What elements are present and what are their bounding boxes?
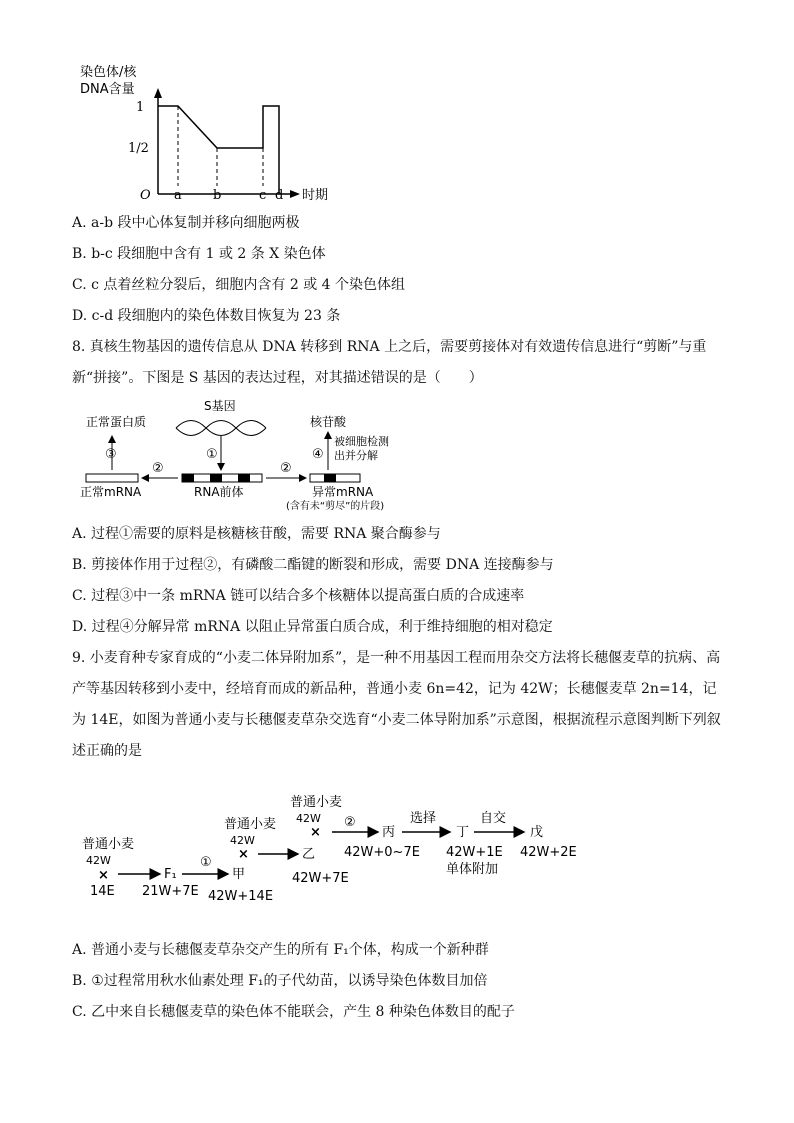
e14-label: 14E [90, 884, 115, 899]
nucleotide-label: 核苷酸 [310, 415, 347, 429]
wheat1-genome: 42W [86, 854, 111, 867]
step1-circle: ① [200, 855, 212, 870]
x-tick-b: b [213, 188, 222, 203]
content-curve [158, 106, 279, 194]
x-axis-arrow [290, 190, 300, 198]
selfing-label: 自交 [480, 811, 507, 826]
cross-2: × [238, 847, 249, 862]
y-tick-half: 1/2 [128, 141, 149, 156]
abnormal-mrna-label: 异常mRNA [312, 485, 374, 499]
rna-precursor-label: RNA前体 [194, 485, 244, 499]
s-gene-expression-diagram [72, 396, 532, 516]
origin-label: O [140, 188, 151, 203]
normal-mrna-label: 正常mRNA [80, 485, 142, 499]
x-tick-c: c [259, 188, 267, 203]
step2-right-label: ② [280, 461, 292, 476]
rna-block-3 [238, 474, 250, 482]
f1-label: F₁ [164, 867, 177, 882]
dna-helix-strand1 [176, 421, 266, 436]
chromosome-dna-graph [70, 60, 350, 210]
dna-helix-strand2 [176, 421, 266, 436]
jia-genome: 42W+14E [208, 889, 274, 904]
ding-genome: 42W+1E [446, 845, 503, 860]
rna-block-2 [210, 474, 222, 482]
wheat2-label: 普通小麦 [224, 817, 277, 832]
ding-note: 单体附加 [446, 862, 499, 877]
graph-ylabel-1: 染色体/核 [80, 65, 137, 80]
step1-label: ① [206, 447, 218, 462]
q9-stem-line3: 为 14E，如图为普通小麦与长穗偃麦草杂交选育“小麦二体导附加系”示意图，根据流程示意图判断下列叙 [72, 712, 721, 728]
q8-option-a: A. 过程①需要的原料是核糖核苷酸，需要 RNA 聚合酶参与 [72, 526, 441, 542]
q8-option-d: D. 过程④分解异常 mRNA 以阻止异常蛋白质合成，利于维持细胞的相对稳定 [72, 619, 553, 635]
cross-3: × [310, 825, 321, 840]
x-tick-d: d [275, 188, 284, 203]
wheat-breeding-flowchart [72, 786, 602, 916]
wu-label: 戊 [530, 825, 544, 840]
q7-option-b: B. b-c 段细胞中含有 1 或 2 条 X 染色体 [72, 246, 326, 262]
x-tick-a: a [174, 188, 182, 203]
q8-option-c: C. 过程③中一条 mRNA 链可以结合多个核糖体以提高蛋白质的合成速率 [72, 588, 525, 604]
yi-genome: 42W+7E [292, 871, 349, 886]
q7-option-a: A. a-b 段中心体复制并移向细胞两极 [72, 215, 300, 231]
cross-1: × [98, 868, 109, 883]
q9-option-c: C. 乙中来自长穗偃麦草的染色体不能联会，产生 8 种染色体数目的配子 [72, 1004, 515, 1020]
abnormal-mrna-block [324, 474, 336, 482]
q8-stem-line2: 新“拼接”。下图是 S 基因的表达过程，对其描述错误的是（ ） [72, 370, 483, 386]
detect-line1: 被细胞检测 [334, 435, 389, 448]
jia-label: 甲 [232, 867, 246, 882]
q9-stem-line4: 述正确的是 [72, 743, 142, 759]
q7-option-d: D. c-d 段细胞内的染色体数目恢复为 23 条 [72, 308, 341, 324]
f1-genome: 21W+7E [142, 884, 199, 899]
step2-left-label: ② [152, 461, 164, 476]
q9-stem-line2: 产等基因转移到小麦中，经培育而成的新品种，普通小麦 6n=42，记为 42W；长穗偃麦草 2n=14，记 [72, 681, 717, 697]
wheat3-label: 普通小麦 [290, 795, 343, 810]
q9-option-b: B. ①过程常用秋水仙素处理 F₁的子代幼苗，以诱导染色体数目加倍 [72, 973, 488, 989]
yi-label: 乙 [302, 847, 316, 862]
y-axis-arrow [154, 88, 162, 98]
q8-stem-line1: 8. 真核生物基因的遗传信息从 DNA 转移到 RNA 上之后，需要剪接体对有效遗传信息进行“剪断”与重 [72, 339, 707, 355]
bing-label: 丙 [382, 825, 396, 840]
q8-option-b: B. 剪接体作用于过程②，有磷酸二酯键的断裂和形成，需要 DNA 连接酶参与 [72, 557, 554, 573]
abnormal-mrna-note: (含有未“剪尽”的片段) [286, 501, 385, 512]
bing-genome: 42W+0~7E [344, 845, 420, 860]
y-tick-1: 1 [136, 100, 145, 115]
normal-mrna-bar [86, 474, 138, 482]
wheat2-genome: 42W [230, 834, 255, 847]
x-axis-label: 时期 [302, 188, 329, 203]
step3-label: ③ [105, 447, 117, 462]
graph-ylabel-2: DNA含量 [80, 82, 135, 97]
q9-option-a: A. 普通小麦与长穗偃麦草杂交产生的所有 F₁个体，构成一个新种群 [72, 942, 489, 958]
wheat1-label: 普通小麦 [82, 837, 135, 852]
step2-circle: ② [344, 815, 356, 830]
select-label: 选择 [410, 811, 437, 826]
q7-option-c: C. c 点着丝粒分裂后，细胞内含有 2 或 4 个染色体组 [72, 277, 406, 293]
normal-protein-label: 正常蛋白质 [86, 415, 147, 429]
wheat3-genome: 42W [296, 812, 321, 825]
ding-label: 丁 [456, 825, 470, 840]
s-gene-label: S基因 [204, 399, 236, 413]
detect-line2: 出并分解 [334, 449, 378, 462]
q9-stem-line1: 9. 小麦育种专家育成的“小麦二体异附加系”，是一种不用基因工程而用杂交方法将长穗偃麦草的抗病、高 [72, 650, 721, 666]
step4-label: ④ [312, 447, 324, 462]
wu-genome: 42W+2E [520, 845, 577, 860]
rna-block-1 [182, 474, 194, 482]
